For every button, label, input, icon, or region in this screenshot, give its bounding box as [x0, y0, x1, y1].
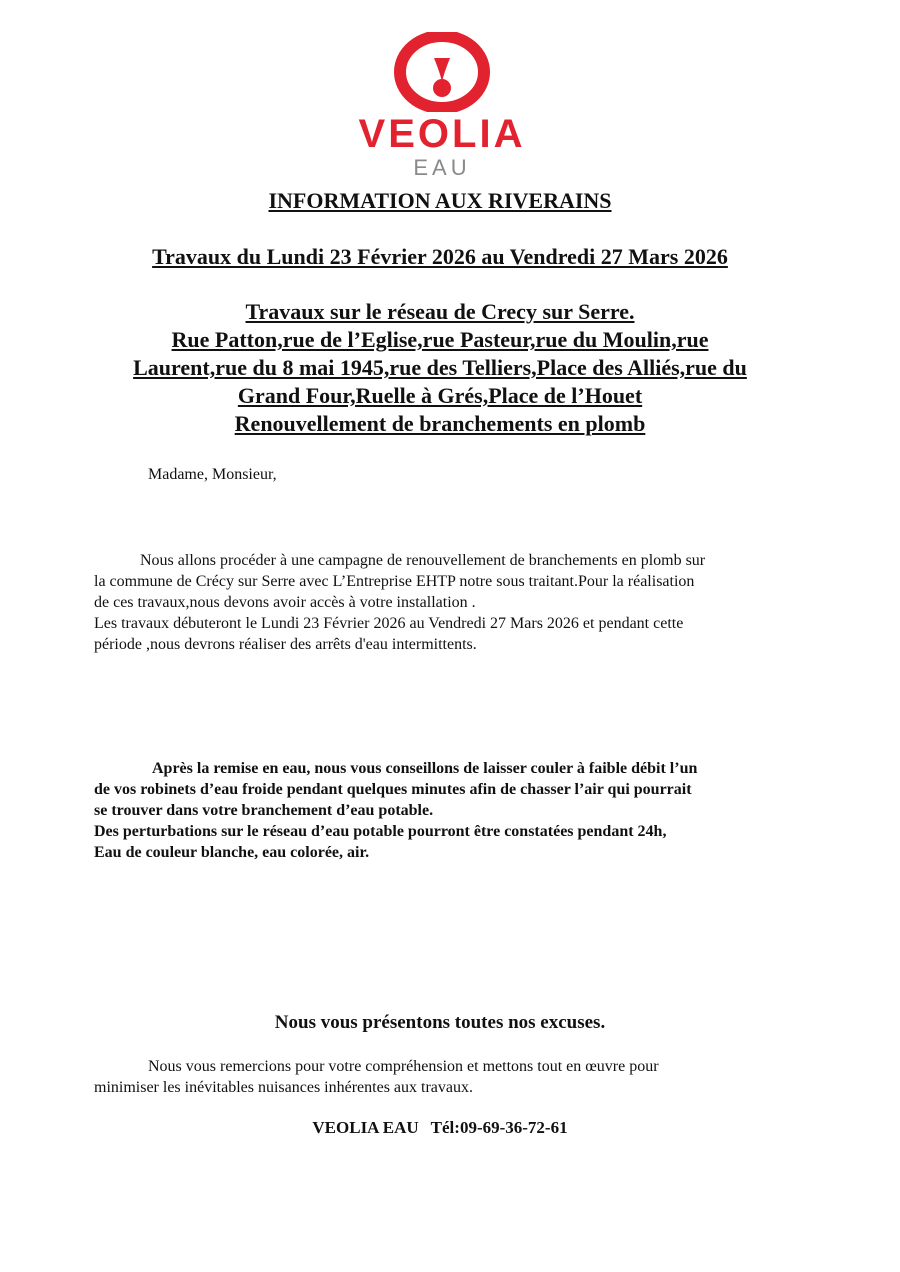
veolia-logo — [330, 32, 554, 180]
logo-division-text: EAU — [413, 155, 471, 180]
apology-text: Nous vous présentons toutes nos excuses. — [274, 1012, 606, 1033]
paragraph-line: de vos robinets d’eau froide pendant quelques minutes afin de chasser l’air qui pourrait — [94, 781, 692, 798]
contact-name: VEOLIA EAU — [312, 1118, 419, 1137]
paragraph-line: Après la remise en eau, nous vous conseillons de laisser couler à faible débit l’un — [152, 760, 698, 777]
paragraph-line: la commune de Crécy sur Serre avec L’Entreprise EHTP notre sous traitant.Pour la réalisation — [94, 573, 695, 590]
paragraph-line: Les travaux débuteront le Lundi 23 Février 2026 au Vendredi 27 Mars 2026 et pendant cette — [94, 615, 684, 632]
works-dates: Travaux du Lundi 23 Février 2026 au Vendredi 27 Mars 2026 — [152, 244, 728, 269]
subject-line: Rue Patton,rue de l’Eglise,rue Pasteur,rue du Moulin,rue — [171, 327, 709, 352]
contact-line — [60, 1118, 820, 1138]
paragraph-line: Nous vous remercions pour votre compréhension et mettons tout en œuvre pour — [148, 1058, 659, 1075]
paragraph-line: Nous allons procéder à une campagne de renouvellement de branchements en plomb sur — [140, 552, 706, 569]
intro-paragraph — [94, 550, 784, 655]
logo-brand-text: VEOLIA — [358, 112, 526, 156]
contact-phone: Tél:09-69-36-72-61 — [430, 1118, 568, 1137]
advice-paragraph — [94, 758, 784, 863]
notice-title: INFORMATION AUX RIVERAINS — [268, 188, 612, 213]
subject-line: Laurent,rue du 8 mai 1945,rue des Telliers,Place des Alliés,rue du — [133, 355, 747, 380]
greeting: Madame, Monsieur, — [148, 466, 277, 483]
paragraph-line: Eau de couleur blanche, eau colorée, air. — [94, 844, 370, 861]
works-subject — [60, 298, 820, 438]
paragraph-line: de ces travaux,nous devons avoir accès à votre installation . — [94, 594, 476, 611]
subject-line: Grand Four,Ruelle à Grés,Place de l’Houet — [237, 383, 643, 408]
subject-line: Renouvellement de branchements en plomb — [234, 411, 646, 436]
paragraph-line: période ,nous devrons réaliser des arrêts d'eau intermittents. — [94, 636, 477, 653]
paragraph-line: Des perturbations sur le réseau d’eau potable pourront être constatées pendant 24h, — [94, 823, 667, 840]
paragraph-line: se trouver dans votre branchement d’eau potable. — [94, 802, 434, 819]
veolia-drop-emblem-icon — [330, 32, 554, 112]
paragraph-line: minimiser les inévitables nuisances inhérentes aux travaux. — [94, 1079, 473, 1096]
thanks-paragraph — [94, 1056, 784, 1098]
subject-line: Travaux sur le réseau de Crecy sur Serre. — [245, 299, 635, 324]
